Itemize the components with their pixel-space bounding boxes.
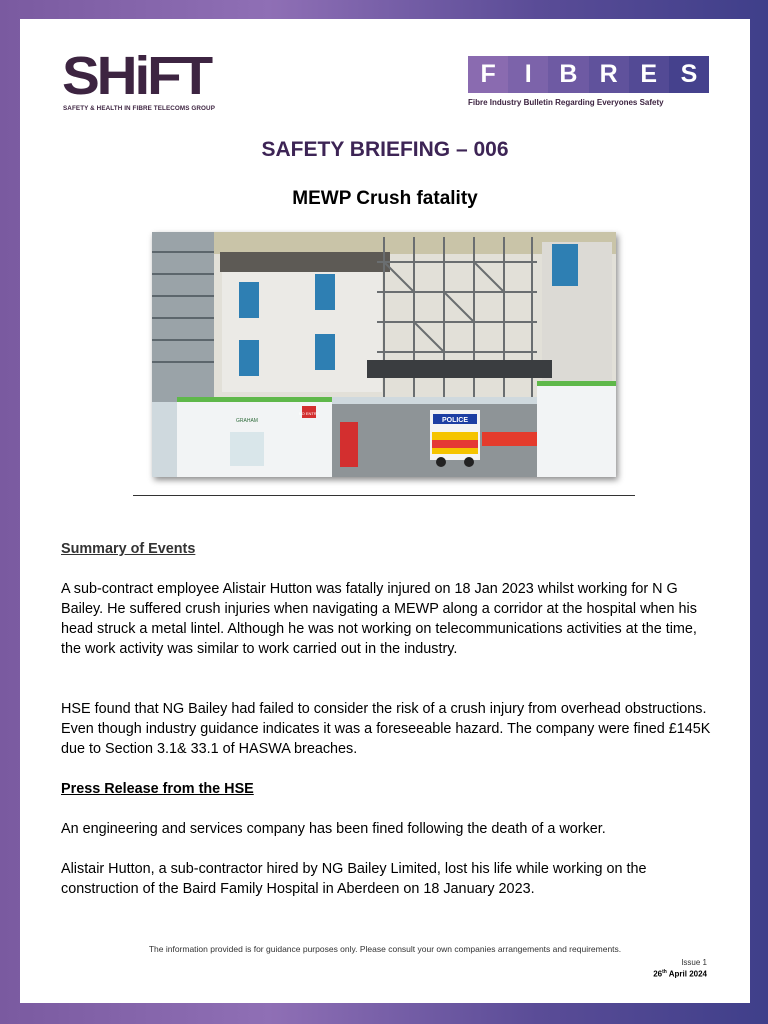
- summary-heading: Summary of Events: [61, 541, 196, 557]
- fibres-logo-bar: [468, 56, 709, 93]
- fibres-letter: B: [548, 56, 588, 93]
- fibres-letter: R: [589, 56, 629, 93]
- shift-logo-tagline: SAFETY & HEALTH IN FIBRE TELECOMS GROUP: [63, 105, 215, 112]
- shift-logo-word: SHiFT: [62, 46, 211, 106]
- page-title: SAFETY BRIEFING – 006: [261, 138, 509, 161]
- page-subtitle: MEWP Crush fatality: [292, 188, 478, 209]
- issue-date: [653, 969, 707, 979]
- fibres-letter: E: [629, 56, 669, 93]
- press-release-paragraph-2: Alistair Hutton, a sub-contractor hired by NG Bailey Limited, lost his life while working on the construction of the Baird Family Hospital in Aberdeen on 18 January 2023.: [61, 861, 647, 897]
- incident-site-photo: [152, 232, 616, 477]
- date-rest: April 2024: [666, 969, 707, 979]
- briefing-page: [20, 19, 750, 1003]
- police-van-sign: POLICE: [441, 417, 469, 424]
- fibres-logo-tagline: Fibre Industry Bulletin Regarding Everyones Safety: [468, 98, 664, 107]
- fibres-logo: [468, 56, 709, 112]
- summary-paragraph-1: A sub-contract employee Alistair Hutton was fatally injured on 18 Jan 2023 whilst working for N G Bailey. He suffered crush injuries when navigating a MEWP along a corridor at the hospital when his head struck a metal lintel. Although he was not working on telecommunications activities at the time, the work activity was similar to work carried out in the industry.: [61, 581, 697, 657]
- construction-site-illustration: [152, 232, 616, 477]
- fibres-letter: F: [468, 56, 508, 93]
- press-release-heading: Press Release from the HSE: [61, 781, 254, 797]
- date-suffix: th: [662, 969, 667, 975]
- fibres-letter: I: [508, 56, 548, 93]
- issue-number: Issue 1: [681, 958, 707, 967]
- summary-paragraph-2: HSE found that NG Bailey had failed to consider the risk of a crush injury from overhead obstructions. Even though industry guidance indicates it was a foreseeable hazard. The company were fined £145K due to Section 3.1& 33.1 of HASWA breaches.: [61, 701, 711, 757]
- no-entry-sign: NO ENTRY: [298, 411, 320, 416]
- graham-sign: GRAHAM: [236, 418, 258, 424]
- section-divider: [133, 495, 635, 496]
- fibres-letter: S: [669, 56, 709, 93]
- press-release-paragraph-1: An engineering and services company has been fined following the death of a worker.: [61, 821, 606, 837]
- date-day: 26: [653, 969, 663, 979]
- footer-disclaimer: The information provided is for guidance purposes only. Please consult your own companies arrangements and requirements.: [148, 944, 622, 954]
- shift-logo: [62, 46, 242, 115]
